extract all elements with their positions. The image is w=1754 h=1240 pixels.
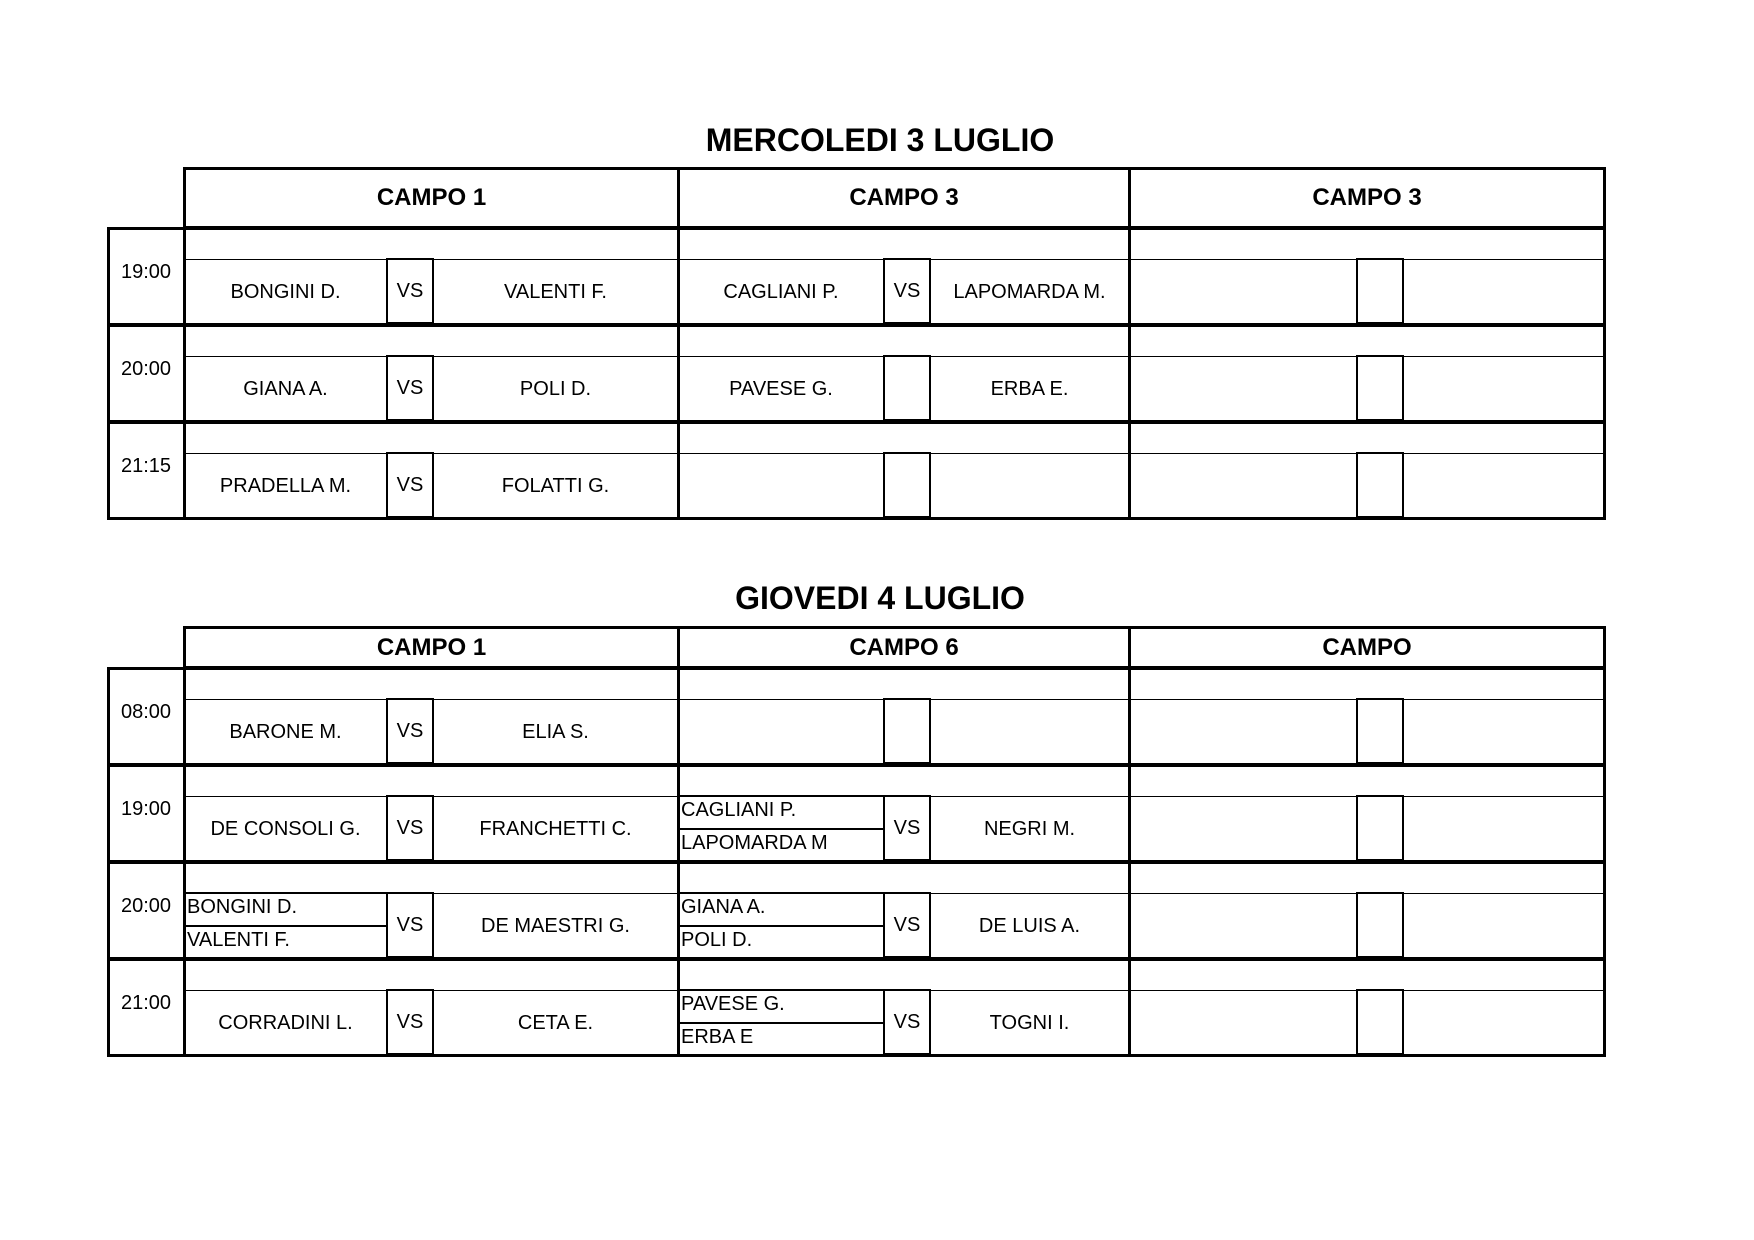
player-name: CAGLIANI P. [723,280,839,303]
opponent-name [931,701,1128,763]
day-title: MERCOLEDI 3 LUGLIO [705,122,1055,158]
player-name [679,455,883,517]
vs-box: VS [883,892,931,958]
vs-box: VS [386,989,434,1055]
player-name [1130,261,1356,323]
opponent-name: DE LUIS A. [978,914,1081,937]
opponent-name [1404,895,1603,957]
pair-mid-line [679,1022,883,1024]
player-name: PRADELLA M. [219,474,352,497]
player-name [1130,798,1356,860]
player-name: BONGINI D. [230,280,341,303]
opponent-name: FRANCHETTI C. [479,817,632,840]
time-label: 08:00 [120,701,172,723]
player-name: LAPOMARDA M [681,832,828,854]
field-header: CAMPO 6 [677,626,1131,669]
opponent-name [1404,992,1603,1054]
vs-box: VS [883,989,931,1055]
opponent-name: ERBA E. [990,377,1069,400]
vs-box: VS [386,795,434,861]
time-label: 21:15 [120,455,172,477]
player-name: ERBA E [681,1026,754,1048]
player-name: POLI D. [681,929,753,951]
vs-box: VS [386,452,434,518]
vs-box [1356,355,1404,421]
pair-top-line [679,795,883,797]
field-header: CAMPO 3 [1128,167,1606,229]
vs-box: VS [386,698,434,764]
time-label: 19:00 [120,798,172,820]
player-name: GIANA A. [681,896,766,918]
player-name [1130,358,1356,420]
time-label: 20:00 [120,895,172,917]
player-name: PAVESE G. [681,993,785,1015]
pair-mid-line [679,925,883,927]
opponent-name: FOLATTI G. [501,474,610,497]
opponent-name [1404,455,1603,517]
time-label: 20:00 [120,358,172,380]
player-name: DE CONSOLI G. [210,817,361,840]
vs-box [1356,452,1404,518]
vs-box [1356,258,1404,324]
opponent-name [1404,798,1603,860]
opponent-name [1404,701,1603,763]
vs-box: VS [386,355,434,421]
time-label: 19:00 [120,261,172,283]
field-header: CAMPO 1 [183,167,680,229]
vs-box [883,698,931,764]
vs-box [1356,795,1404,861]
vs-box: VS [386,892,434,958]
vs-box: VS [883,795,931,861]
vs-box [883,452,931,518]
time-label: 21:00 [120,992,172,1014]
player-name: VALENTI F. [187,929,290,951]
field-header: CAMPO [1128,626,1606,669]
player-name [679,701,883,763]
player-name [1130,701,1356,763]
field-header: CAMPO 3 [677,167,1131,229]
vs-box: VS [883,258,931,324]
pair-mid-line [679,828,883,830]
pair-top-line [679,989,883,991]
player-name: BARONE M. [229,720,342,743]
pair-top-line [679,892,883,894]
vs-box [1356,892,1404,958]
player-name [1130,895,1356,957]
player-name: CAGLIANI P. [681,799,797,821]
opponent-name [931,455,1128,517]
opponent-name: TOGNI I. [989,1011,1070,1034]
field-header: CAMPO 1 [183,626,680,669]
opponent-name: CETA E. [517,1011,594,1034]
player-name: PAVESE G. [729,377,833,400]
player-name: CORRADINI L. [218,1011,353,1034]
opponent-name: POLI D. [519,377,592,400]
opponent-name [1404,261,1603,323]
pair-top-line [185,892,386,894]
player-name [1130,455,1356,517]
vs-box [883,355,931,421]
opponent-name: ELIA S. [522,720,589,743]
player-name [1130,992,1356,1054]
opponent-name [1404,358,1603,420]
vs-box [1356,989,1404,1055]
player-name: BONGINI D. [187,896,298,918]
opponent-name: DE MAESTRI G. [481,914,630,937]
vs-box [1356,698,1404,764]
opponent-name: NEGRI M. [983,817,1076,840]
player-name: GIANA A. [243,377,328,400]
vs-box: VS [386,258,434,324]
opponent-name: LAPOMARDA M. [953,280,1106,303]
opponent-name: VALENTI F. [504,280,607,303]
day-title: GIOVEDI 4 LUGLIO [735,580,1025,616]
pair-mid-line [185,925,386,927]
